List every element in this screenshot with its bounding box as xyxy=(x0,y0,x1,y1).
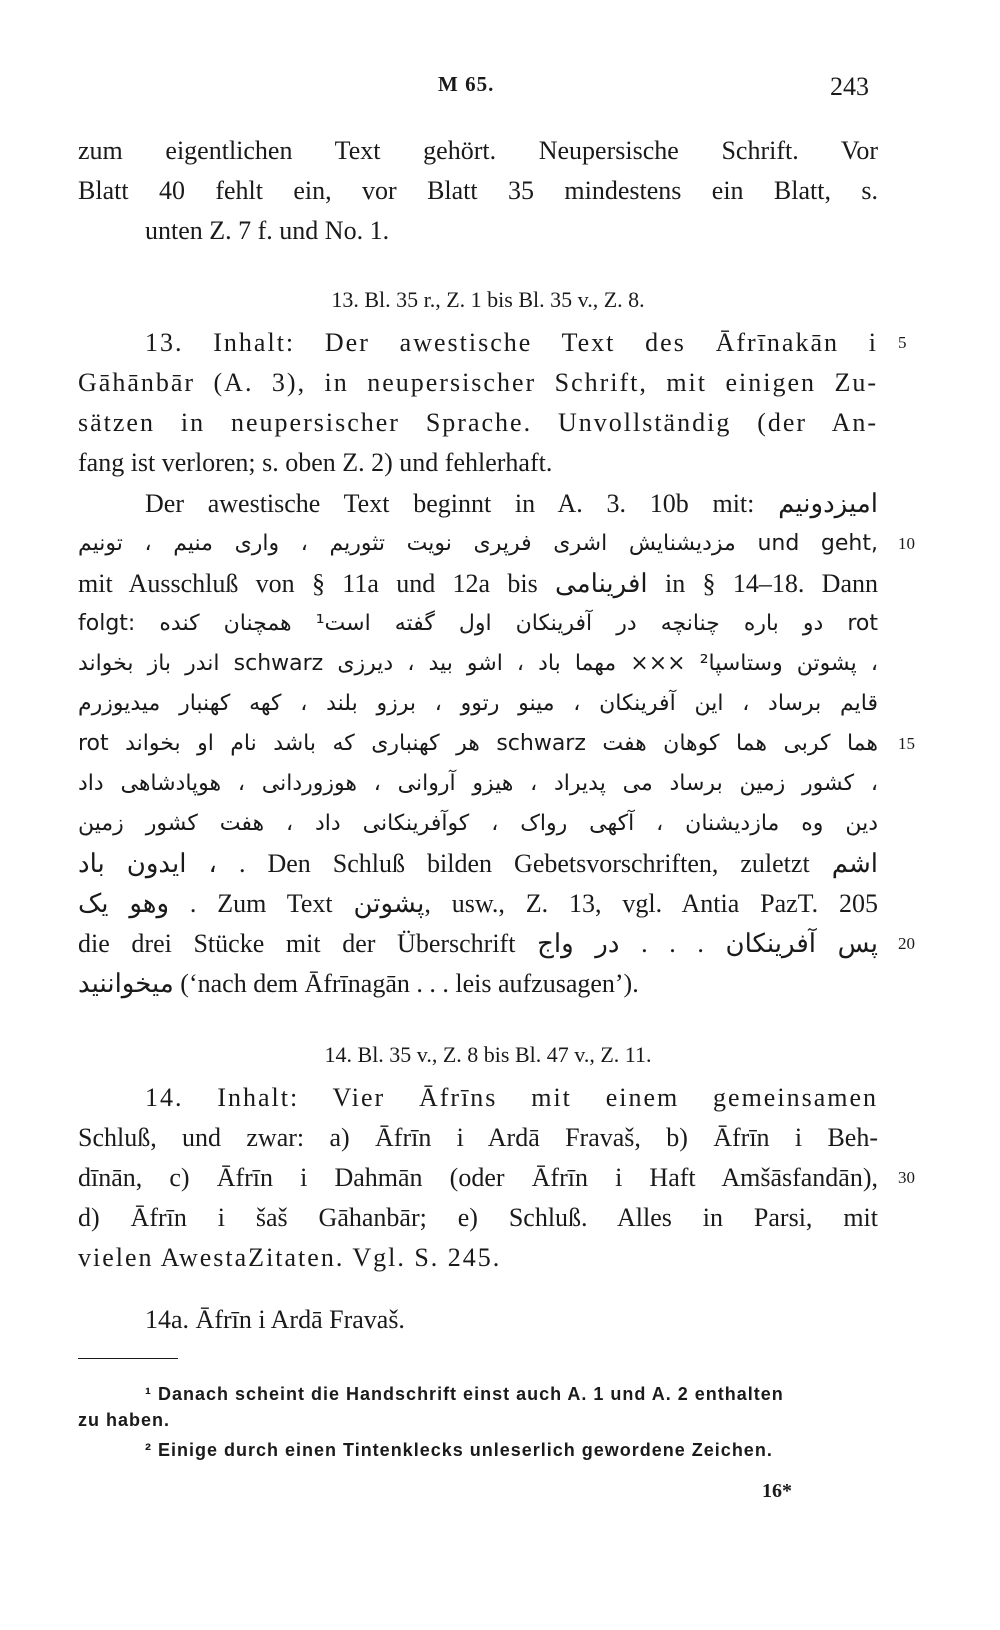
text-line: 13. Inhalt: Der awestische Text des Āfrīnakān i xyxy=(145,328,878,357)
section-heading-14: 14. Bl. 35 v., Z. 8 bis Bl. 47 v., Z. 11. xyxy=(324,1042,652,1067)
footnote-2: ² Einige durch einen Tintenklecks unleserlich gewordene Zeichen. xyxy=(145,1440,773,1460)
line-number: 30 xyxy=(898,1168,915,1187)
text-line: unten Z. 7 f. und No. 1. xyxy=(145,216,390,245)
text-line: ایدون باد ، . Den Schluß bilden Gebetsvorschriften, zuletzt اشم xyxy=(78,849,878,878)
text-line: rot هر کهنباری که باشد نام او بخواند schwarz هما کربی هما کوهان هفت xyxy=(78,731,878,756)
page-number: 243 xyxy=(830,72,869,101)
footnote-rule xyxy=(78,1358,178,1359)
text-line: وهو یک . Zum Text پشوتن, usw., Z. 13, vgl. Antia PazT. 205 xyxy=(78,889,878,918)
text-line: Blatt 40 fehlt ein, vor Blatt 35 mindestens ein Blatt, s. xyxy=(78,176,878,205)
text-line: قایم برساد ، این آفرینکان ، مینو رتوو ، برزو بلند ، کهه کهنبار میدیوزرم xyxy=(78,691,878,716)
line-number: 10 xyxy=(898,534,915,553)
section-heading-14a: 14a. Āfrīn i Ardā Fravaš. xyxy=(145,1305,405,1334)
text-line: میخواننید (‘nach dem Āfrīnagān . . . leis aufzusagen’). xyxy=(78,969,639,998)
line-number: 20 xyxy=(898,934,915,953)
text-line: 14. Inhalt: Vier Āfrīns mit einem gemeinsamen xyxy=(145,1083,878,1112)
line-number: 15 xyxy=(898,734,915,753)
text-line: folgt: دو باره چنانچه در آفرینکان اول گفته است¹ همچنان کنده rot xyxy=(78,611,878,636)
text-line: sätzen in neupersischer Sprache. Unvollständig (der An- xyxy=(78,408,878,437)
signature-mark: 16* xyxy=(762,1480,792,1502)
text-line: Gāhānbār (A. 3), in neupersischer Schrift, mit einigen Zu- xyxy=(78,368,878,397)
text-line: dīnān, c) Āfrīn i Dahmān (oder Āfrīn i Haft Amšāsfandān), xyxy=(78,1163,878,1192)
text-line: die drei Stücke mit der Überschrift پس آفرینکان . . . در واج xyxy=(78,929,878,958)
text-line: zum eigentlichen Text gehört. Neupersische Schrift. Vor xyxy=(78,136,878,165)
text-line: اندر باز بخواند schwarz پشوتن وستاسپا² ××× مهما باد ، اشو بید ، دیرزی ، xyxy=(78,651,878,676)
text-line: کشور زمین برساد می پدیراد ، هیزو آروانی ، هوزوردانی ، هوپادشاهی داد ، xyxy=(78,771,878,796)
text-line: Der awestische Text beginnt in A. 3. 10b mit: امیزدونیم xyxy=(145,489,878,518)
line-number: 5 xyxy=(898,333,907,352)
text-line: mit Ausschluß von § 11a und 12a bis افرینامی in § 14–18. Dann xyxy=(78,569,878,598)
footnote-1-continuation: zu haben. xyxy=(78,1410,171,1430)
text-line: دین وه مازدیشنان ، آکهی رواک ، کوآفرینکانی داد ، هفت کشور زمین xyxy=(78,811,878,836)
running-header xyxy=(0,72,1000,102)
text-line: d) Āfrīn i šaš Gāhanbār; e) Schluß. Alles in Parsi, mit xyxy=(78,1203,878,1232)
header-signature: M 65. xyxy=(438,72,495,96)
footnote-1: ¹ Danach scheint die Handschrift einst auch A. 1 und A. 2 enthalten xyxy=(145,1384,784,1404)
text-line: مزدیشنایش اشری فرپری نویت تثوریم ، واری منیم ، تونیم und geht, xyxy=(78,531,878,556)
text-line: fang ist verloren; s. oben Z. 2) und fehlerhaft. xyxy=(78,448,553,477)
text-line: vielen AwestaZitaten. Vgl. S. 245. xyxy=(78,1243,502,1272)
text-line: Schluß, und zwar: a) Āfrīn i Ardā Fravaš, b) Āfrīn i Beh- xyxy=(78,1123,878,1152)
section-heading-13: 13. Bl. 35 r., Z. 1 bis Bl. 35 v., Z. 8. xyxy=(331,287,645,312)
